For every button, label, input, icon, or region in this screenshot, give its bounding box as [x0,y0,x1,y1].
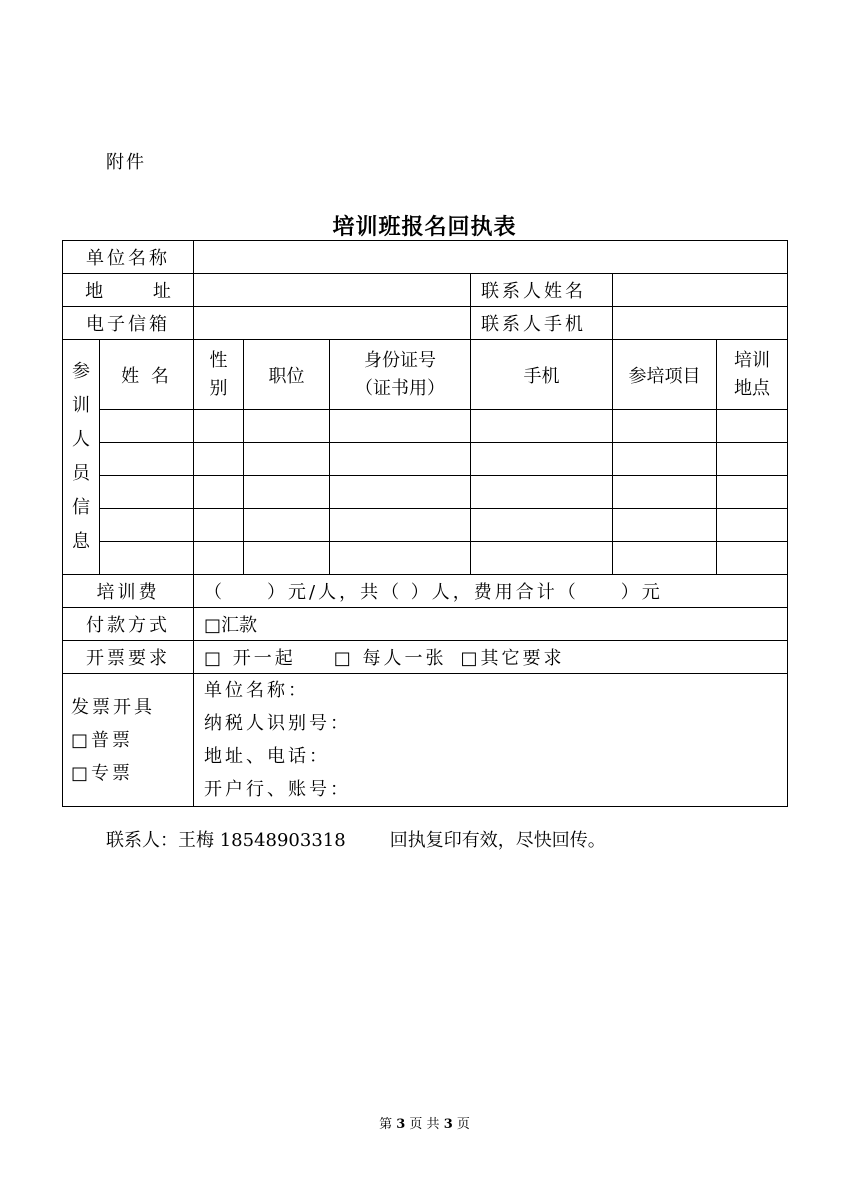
participant-phone-cell[interactable] [471,476,613,509]
participant-gender-cell[interactable] [194,476,244,509]
col-location-header: 培训 地点 [717,340,788,410]
participant-phone-cell[interactable] [471,509,613,542]
row-invoice-requirement [63,641,788,674]
invoice-req-each-checkbox[interactable]: □ 每人一张 [333,648,447,669]
footer-note: 回执复印有效，尽快回传。 [389,830,606,851]
row-fee [63,575,788,608]
contact-person: 联系人：王梅 18548903318 [106,830,346,851]
address-field[interactable] [194,274,471,307]
participant-row [63,410,788,443]
row-address [63,274,788,307]
invoice-req-together-checkbox[interactable]: □ 开一起 [204,648,296,669]
invoice-req-other-checkbox[interactable]: □其它要求 [460,648,565,669]
invoice-address-phone-field[interactable]: 地址、电话： [204,746,330,767]
col-gender-header: 性 别 [194,340,244,410]
participant-name-cell[interactable] [100,509,194,542]
footer-contact-line [106,826,606,852]
col-project-header: 参培项目 [613,340,717,410]
invoice-tax-id-field[interactable]: 纳税人识别号： [204,713,351,734]
email-field[interactable] [194,307,471,340]
participant-row [63,443,788,476]
registration-form-table [62,240,788,807]
participant-location-cell[interactable] [717,476,788,509]
participant-phone-cell[interactable] [471,410,613,443]
invoice-label: 发票开具 [71,696,155,718]
invoice-req-options [194,641,788,674]
participant-project-cell[interactable] [613,509,717,542]
invoice-fields [194,674,788,807]
participant-position-cell[interactable] [244,476,330,509]
participant-name-cell[interactable] [100,476,194,509]
payment-label: 付款方式 [63,608,194,641]
participant-location-cell[interactable] [717,509,788,542]
contact-name-label: 联系人姓名 [471,274,613,307]
participant-phone-cell[interactable] [471,443,613,476]
address-label: 地 址 [63,274,194,307]
participant-position-cell[interactable] [244,410,330,443]
page-number: 第 3 页 共 3 页 [379,1117,470,1132]
participant-id-cell[interactable] [330,542,471,575]
participant-location-cell[interactable] [717,443,788,476]
participant-gender-cell[interactable] [194,410,244,443]
col-name-header: 姓 名 [100,340,194,410]
invoice-bank-account-field[interactable]: 开户行、账号： [204,779,351,800]
form-title: 培训班报名回执表 [332,214,517,240]
participant-position-cell[interactable] [244,443,330,476]
participant-location-cell[interactable] [717,410,788,443]
participant-id-cell[interactable] [330,509,471,542]
col-position-header: 职位 [244,340,330,410]
participant-name-cell[interactable] [100,443,194,476]
unit-name-field[interactable] [194,241,788,274]
participant-row [63,542,788,575]
contact-phone-label: 联系人手机 [471,307,613,340]
participant-row [63,476,788,509]
participant-id-cell[interactable] [330,443,471,476]
participant-id-cell[interactable] [330,476,471,509]
contact-name-field[interactable] [613,274,788,307]
participant-location-cell[interactable] [717,542,788,575]
participant-id-cell[interactable] [330,410,471,443]
participant-name-cell[interactable] [100,410,194,443]
current-page: 3 [396,1117,406,1132]
participant-position-cell[interactable] [244,542,330,575]
participant-row [63,509,788,542]
participants-label: 参 训 人 员 信 息 [63,340,100,575]
invoice-unit-name-field[interactable]: 单位名称： [204,680,309,701]
row-email [63,307,788,340]
participant-project-cell[interactable] [613,443,717,476]
participant-gender-cell[interactable] [194,542,244,575]
invoice-label-cell [63,674,194,807]
payment-option-checkbox[interactable]: □汇款 [194,608,788,641]
unit-name-label: 单位名称 [63,241,194,274]
participant-position-cell[interactable] [244,509,330,542]
participant-name-cell[interactable] [100,542,194,575]
email-label: 电子信箱 [63,307,194,340]
invoice-type-special-checkbox[interactable]: □专票 [71,762,134,784]
attachment-label: 附件 [106,152,146,173]
contact-phone-field[interactable] [613,307,788,340]
col-phone-header: 手机 [471,340,613,410]
row-participant-header [63,340,788,410]
total-pages: 3 [443,1117,453,1132]
row-invoice [63,674,788,807]
row-payment [63,608,788,641]
invoice-type-normal-checkbox[interactable]: □普票 [71,729,134,751]
fee-label: 培训费 [63,575,194,608]
participant-phone-cell[interactable] [471,542,613,575]
row-unit-name [63,241,788,274]
participant-gender-cell[interactable] [194,443,244,476]
fee-text[interactable]: （ ）元/人，共（ ）人，费用合计（ ）元 [194,575,788,608]
participant-gender-cell[interactable] [194,509,244,542]
col-id-header: 身份证号 （证书用） [330,340,471,410]
participant-project-cell[interactable] [613,476,717,509]
participant-project-cell[interactable] [613,410,717,443]
participant-project-cell[interactable] [613,542,717,575]
invoice-req-label: 开票要求 [63,641,194,674]
